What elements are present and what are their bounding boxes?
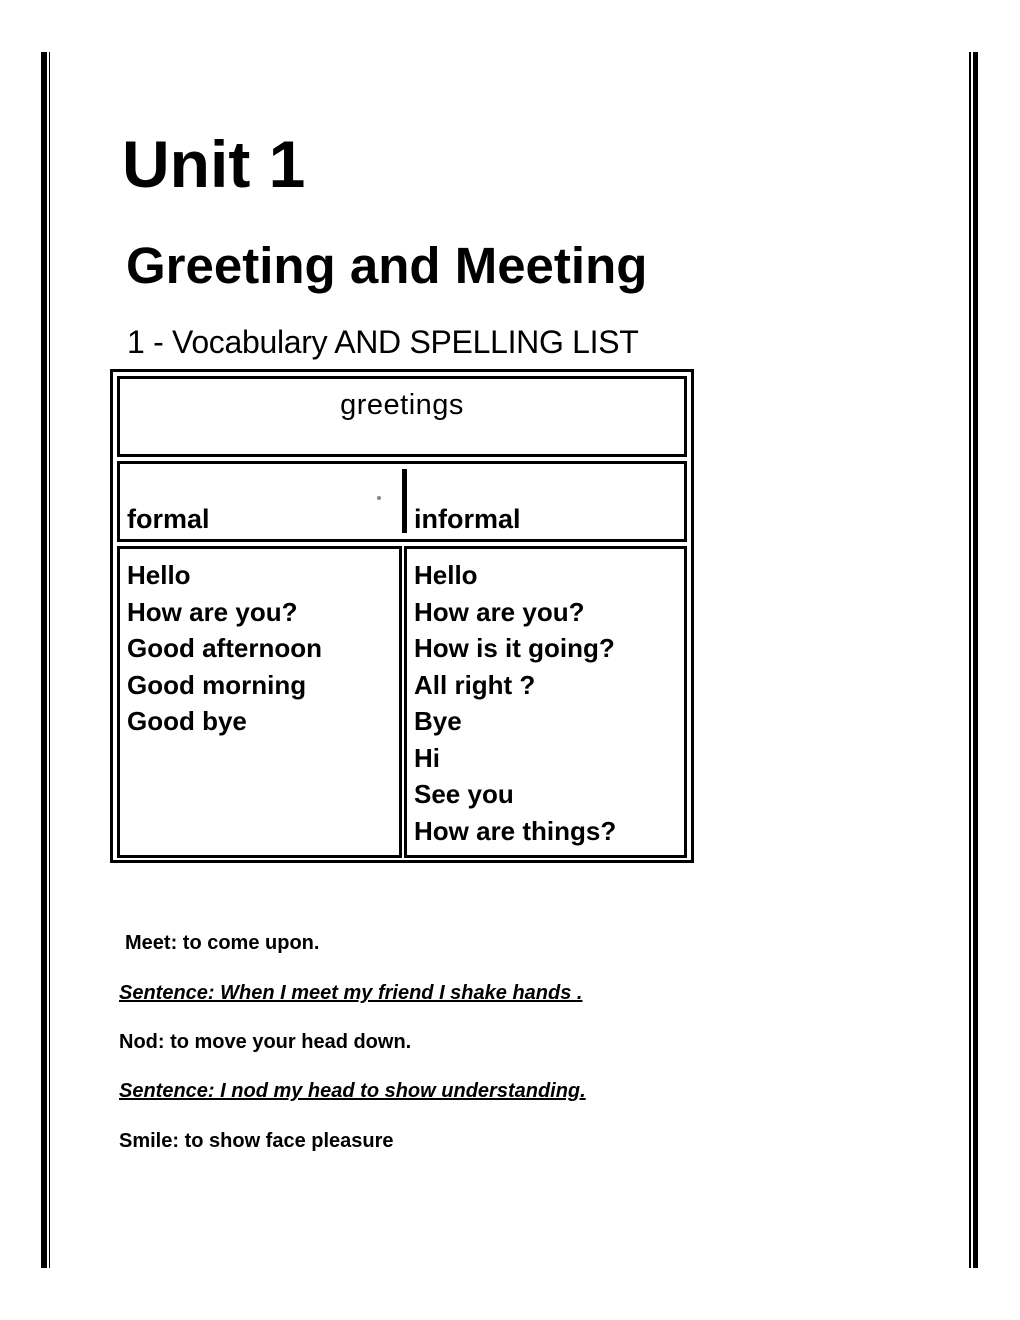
list-item: See you bbox=[414, 779, 514, 809]
informal-word-list bbox=[407, 549, 684, 849]
definition-meet: Meet: to come upon. bbox=[125, 932, 320, 954]
page-border-left bbox=[41, 52, 50, 1268]
informal-column bbox=[404, 546, 687, 858]
table-header-row bbox=[117, 461, 687, 542]
table-title-cell bbox=[117, 376, 687, 457]
section-heading: 1 - Vocabulary AND SPELLING LIST bbox=[127, 324, 639, 360]
sentence-meet: Sentence: When I meet my friend I shake hands . bbox=[119, 982, 583, 1004]
list-item: Hi bbox=[414, 742, 440, 773]
formal-column bbox=[117, 546, 402, 858]
informal-header: informal bbox=[414, 504, 521, 534]
formal-word-list bbox=[120, 549, 399, 740]
list-item: How is it going? bbox=[414, 633, 615, 663]
table-title: greetings bbox=[340, 389, 464, 421]
list-item: Good morning bbox=[127, 669, 307, 700]
list-item: Bye bbox=[414, 706, 462, 736]
vocabulary-table bbox=[110, 369, 694, 863]
list-item: Good bye bbox=[127, 706, 247, 736]
definition-nod: Nod: to move your head down. bbox=[119, 1031, 412, 1053]
list-item: Hello bbox=[414, 560, 478, 590]
formal-header: formal bbox=[127, 504, 210, 534]
list-item: How are you? bbox=[414, 596, 585, 627]
page-border-right bbox=[969, 52, 978, 1268]
list-item: Good afternoon bbox=[127, 633, 322, 663]
list-item: All right ? bbox=[414, 669, 536, 700]
stray-dot bbox=[377, 496, 381, 500]
list-item: How are things? bbox=[414, 815, 617, 846]
definition-smile: Smile: to show face pleasure bbox=[119, 1130, 394, 1152]
list-item: Hello bbox=[127, 560, 191, 590]
lesson-title: Greeting and Meeting bbox=[126, 237, 648, 294]
sentence-nod: Sentence: I nod my head to show understanding. bbox=[119, 1080, 586, 1102]
header-divider bbox=[402, 469, 407, 533]
list-item: How are you? bbox=[127, 596, 298, 627]
unit-title: Unit 1 bbox=[122, 127, 306, 201]
